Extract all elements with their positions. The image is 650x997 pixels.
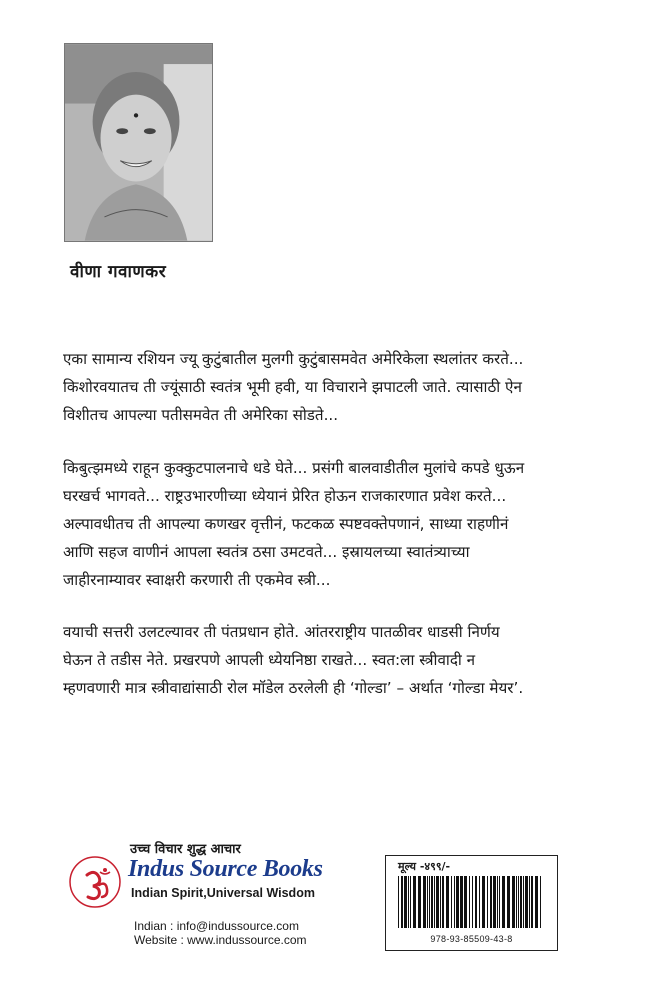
paragraph-line: एका सामान्य रशियन ज्यू कुटुंबातील मुलगी कुटुंबासमवेत अमेरिकेला स्थलांतर करते... bbox=[63, 350, 524, 368]
price-label: मूल्य -४९९/- bbox=[398, 860, 451, 873]
paragraph-line: घरखर्च भागवते... राष्ट्रउभारणीच्या ध्येयानं प्रेरित होऊन राजकारणात प्रवेश करते... bbox=[63, 487, 507, 505]
author-name: वीणा गवाणकर bbox=[70, 262, 167, 282]
paragraph-line: विशीतच आपल्या पतीसमवेत ती अमेरिका सोडते... bbox=[63, 406, 339, 424]
barcode-box bbox=[385, 855, 558, 951]
publisher-block bbox=[68, 839, 328, 949]
publisher-slogan: Indian Spirit,Universal Wisdom bbox=[131, 886, 315, 900]
isbn-number: 978-93-85509-43-8 bbox=[430, 934, 513, 944]
publisher-name: Indus Source Books bbox=[128, 856, 323, 882]
blurb-paragraph-1 bbox=[63, 345, 623, 429]
paragraph-line: किबुत्झमध्ये राहून कुक्कुटपालनाचे धडे घेते... प्रसंगी बालवाडीतील मुलांचे कपडे धुऊन bbox=[63, 459, 525, 477]
paragraph-line: घेऊन ते तडीस नेते. प्रखरपणे आपली ध्येयनिष्ठा राखते... स्वत:ला स्त्रीवादी न bbox=[63, 651, 476, 669]
paragraph-line: किशोरवयातच ती ज्यूंसाठी स्वतंत्र भूमी हवी, या विचाराने झपाटली जाते. त्यासाठी ऐन bbox=[63, 378, 522, 396]
publisher-tagline: उच्च विचार शुद्ध आचार bbox=[130, 842, 241, 857]
barcode-icon bbox=[396, 876, 546, 928]
publisher-email: Indian : info@indussource.com bbox=[134, 919, 299, 933]
paragraph-line: अल्पावधीतच ती आपल्या कणखर वृत्तीनं, फटकळ स्पष्टवक्तेपणानं, साध्या राहणीनं bbox=[63, 515, 509, 533]
author-portrait-icon bbox=[65, 44, 212, 241]
publisher-website: Website : www.indussource.com bbox=[134, 933, 307, 947]
publisher-logo bbox=[68, 855, 122, 909]
blurb-paragraph-3 bbox=[63, 618, 623, 702]
om-symbol-icon bbox=[68, 855, 122, 909]
blurb-paragraph-2 bbox=[63, 454, 623, 594]
paragraph-line: म्हणवणारी मात्र स्त्रीवाद्यांसाठी रोल मॉडेल ठरलेली ही ‘गोल्डा’ – अर्थात ‘गोल्डा मेयर’. bbox=[63, 679, 524, 697]
paragraph-line: वयाची सत्तरी उलटल्यावर ती पंतप्रधान होते. आंतरराष्ट्रीय पातळीवर धाडसी निर्णय bbox=[63, 623, 500, 641]
paragraph-line: जाहीरनाम्यावर स्वाक्षरी करणारी ती एकमेव स्त्री... bbox=[63, 571, 331, 589]
paragraph-line: आणि सहज वाणीनं आपला स्वतंत्र ठसा उमटवते... इस्रायलच्या स्वातंत्र्याच्या bbox=[63, 543, 470, 561]
author-photo bbox=[64, 43, 213, 242]
